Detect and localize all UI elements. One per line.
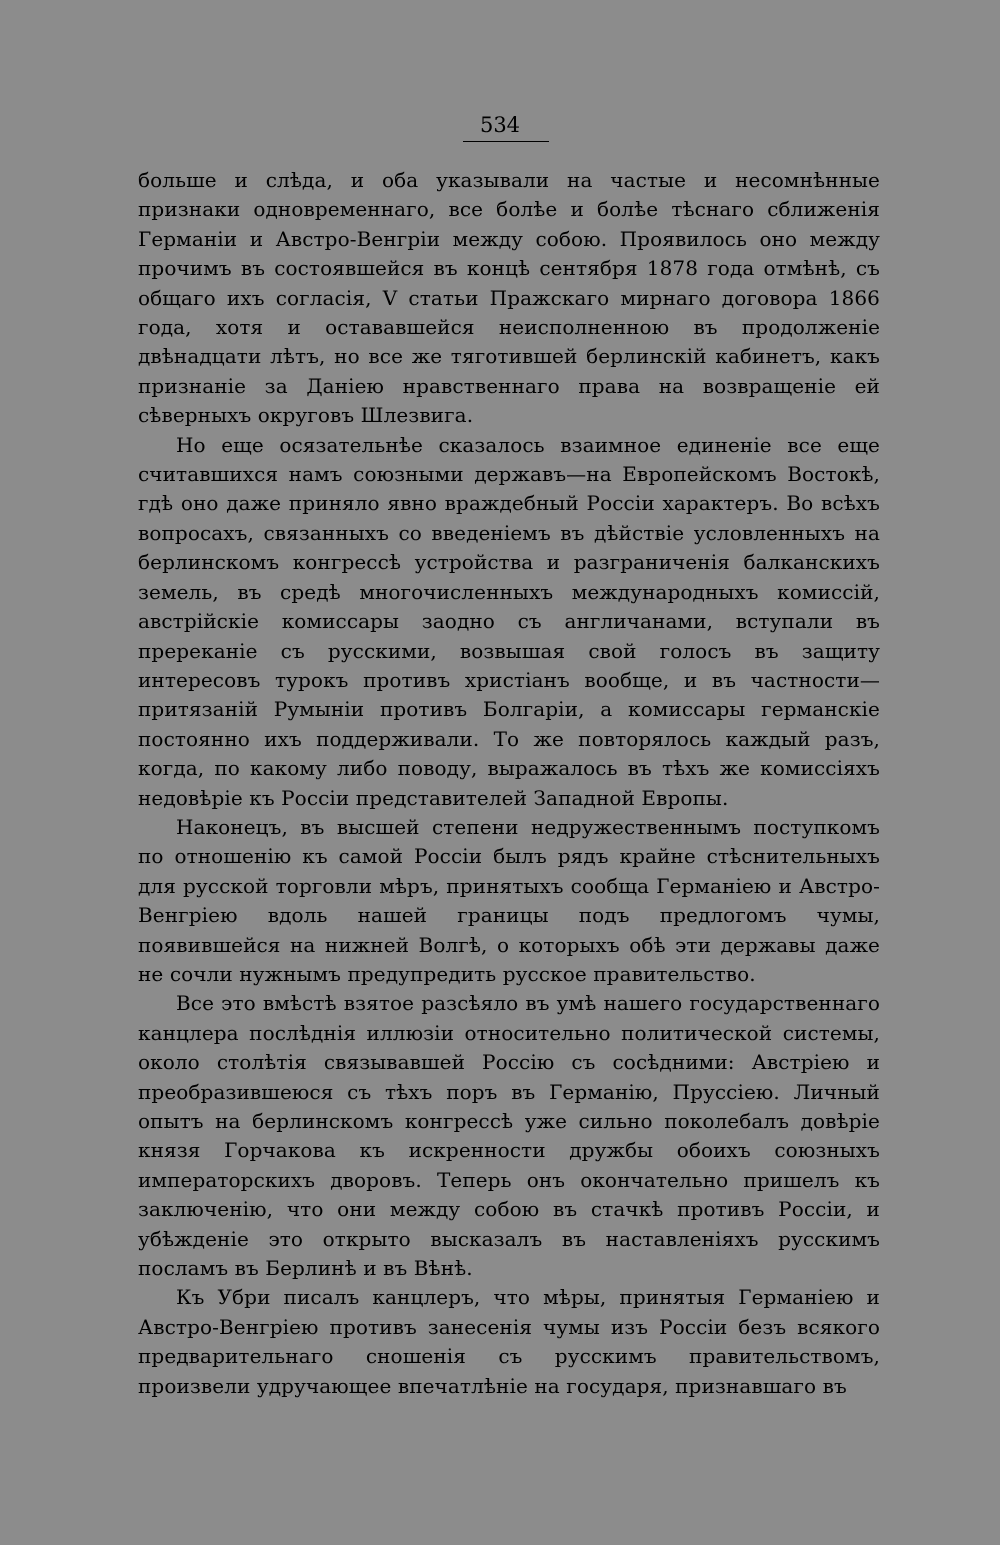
paragraph: больше и слѣда, и оба указывали на частые и несомнѣнные признаки одновременнаго, все болѣе и болѣе тѣснаго сближенія Германіи и Австро-Венгріи между собою. Проявилось оно между прочимъ въ состоявшейся въ концѣ сентября 1878 года отмѣнѣ, съ общаго ихъ согласія, V статьи Пражскаго мирнаго договора 1866 года, хотя и остававшейся неисполненною въ продолженіе двѣнадцати лѣтъ, но все же тяготившей берлинскій кабинетъ, какъ признаніе за Даніею нравственнаго права на возвращеніе ей сѣверныхъ округовъ Шлезвига. (138, 168, 880, 428)
header-rule (463, 141, 549, 142)
paragraph: Все это вмѣстѣ взятое разсѣяло въ умѣ нашего государственнаго канцлера послѣднія иллюзіи относительно политической системы, около столѣтія связывавшей Россію съ сосѣдними: Австріею и преобразившеюся съ тѣхъ поръ въ Германію, Пруссіею. Личный опытъ на берлинскомъ конгрессѣ уже сильно поколебалъ довѣріе князя Горчакова къ искренности дружбы обоихъ союзныхъ императорскихъ дворовъ. Теперь онъ окончательно пришелъ къ заключенію, что они между собою въ стачкѣ противъ Россіи, и убѣжденіе это открыто высказалъ въ наставленіяхъ русскимъ посламъ въ Берлинѣ и въ Вѣнѣ. (138, 991, 880, 1281)
paragraph: Но еще осязательнѣе сказалось взаимное единеніе все еще считавшихся намъ союзными державъ—на Европейскомъ Востокѣ, гдѣ оно даже приняло явно враждебный Россіи характеръ. Во всѣхъ вопросахъ, связанныхъ со введеніемъ въ дѣйствіе условленныхъ на берлинскомъ конгрессѣ устройства и разграниченія балканскихъ земель, въ средѣ многочисленныхъ международныхъ комиссій, австрійскіе комиссары заодно съ англичанами, вступали въ пререканіе съ русскими, возвышая свой голосъ въ защиту интересовъ турокъ противъ христіанъ вообще, и въ частности—притязаній Румыніи противъ Болгаріи, а комиссары германскіе постоянно ихъ поддерживали. То же повторялось каждый разъ, когда, по какому либо поводу, выражалось въ тѣхъ же комиссіяхъ недовѣріе къ Россіи представителей Западной Европы. (138, 432, 880, 810)
paragraph: Къ Убри писалъ канцлеръ, что мѣры, принятыя Германіею и Австро-Венгріею противъ занесенія чумы изъ Россіи безъ всякого предварительнаго сношенія съ русскимъ правительствомъ, произвели удручающее впечатлѣніе на государя, признавшаго въ (138, 1285, 880, 1398)
text-body (138, 166, 880, 1401)
page-number: 534 (479, 113, 521, 137)
paragraph: Наконецъ, въ высшей степени недружественнымъ поступкомъ по отношенію къ самой Россіи былъ рядъ крайне стѣснительныхъ для русской торговли мѣръ, принятыхъ сообща Германіею и Австро-Венгріею вдоль нашей границы подъ предлогомъ чумы, появившейся на нижней Волгѣ, о которыхъ обѣ эти державы даже не сочли нужнымъ предупредить русское правительство. (138, 814, 880, 986)
